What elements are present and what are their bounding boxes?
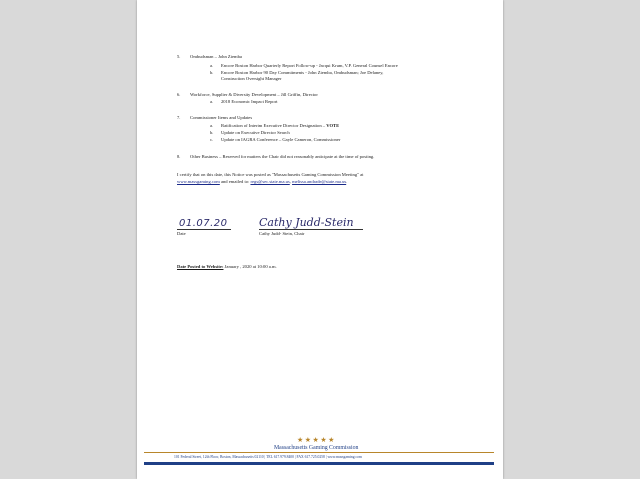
footer-navy-bar bbox=[144, 462, 494, 465]
item-5a-label: a. bbox=[210, 63, 214, 68]
handwritten-date: 01.07.20 bbox=[179, 218, 228, 229]
item-8-line bbox=[190, 154, 374, 160]
item-5b-label: b. bbox=[210, 70, 214, 75]
date-label: Date bbox=[177, 231, 186, 236]
item-5-number: 5. bbox=[177, 54, 181, 59]
item-6-title: Workforce, Supplier & Diversity Development – Jill Griffin, Director bbox=[190, 92, 318, 97]
item-5-title: Ombudsman – John Ziemba bbox=[190, 54, 242, 59]
date-signature-line bbox=[177, 229, 231, 230]
item-5b-text: Encore Boston Harbor 90 Day Commitments - John Ziemba, Ombudsman; Joe Delaney, bbox=[221, 70, 384, 75]
item-7a-text-line bbox=[221, 123, 339, 129]
item-6a-text: 2018 Economic Impact Report bbox=[221, 99, 278, 104]
chair-name-label: Cathy Judd- Stein, Chair bbox=[259, 231, 305, 236]
email-link-1[interactable]: regs@sec.state.ma.us bbox=[250, 179, 290, 184]
item-7c-label: c. bbox=[210, 137, 214, 142]
item-7a-label: a. bbox=[210, 123, 214, 128]
footer-gold-rule bbox=[144, 452, 494, 453]
certify-sep: , bbox=[289, 179, 293, 184]
item-7b-label: b. bbox=[210, 130, 214, 135]
item-7-number: 7. bbox=[177, 115, 181, 120]
chair-signature-line bbox=[259, 229, 363, 230]
item-7a-text: Ratification of Interim Executive Director Designation – bbox=[221, 123, 326, 128]
item-6-number: 6. bbox=[177, 92, 181, 97]
posted-value: January , 2020 at 10:00 a.m. bbox=[223, 264, 277, 269]
item-6a-label: a. bbox=[210, 99, 214, 104]
item-7c-text: Update on IAGRA Conference – Gayle Cameron, Commissioner bbox=[221, 137, 341, 142]
certify-line-2 bbox=[177, 179, 347, 185]
footer-stars-icon: ★★★★★ bbox=[297, 436, 336, 444]
item-5b-continuation: Construction Oversight Manager bbox=[221, 76, 282, 81]
posted-label: Date Posted to Website: bbox=[177, 264, 224, 269]
item-8-text: – Reserved for matters the Chair did not reasonably anticipate at the time of posting. bbox=[217, 154, 375, 159]
website-link[interactable]: www.massgaming.com bbox=[177, 179, 220, 184]
certify-mid: and emailed to: bbox=[219, 179, 251, 184]
handwritten-signature: Cathy Judd-Stein bbox=[259, 216, 354, 229]
item-7-title: Commissioner Items and Updates bbox=[190, 115, 253, 120]
document-page bbox=[137, 0, 503, 479]
item-8-title: Other Business bbox=[190, 154, 218, 159]
certify-line-1: I certify that on this date, this Notice was posted as "Massachusetts Gaming Commission Meeting" at bbox=[177, 172, 364, 177]
posted-line bbox=[177, 264, 277, 270]
footer-address: 101 Federal Street, 12th Floor, Boston, Massachusetts 02110 | TEL 617.979.8400 | FAX 617.725.0258 | www.massgaming.com bbox=[174, 455, 362, 459]
item-8-number: 8. bbox=[177, 154, 181, 159]
email-link-2[interactable]: melissa.andrade@state.ma.us bbox=[292, 179, 347, 184]
item-7b-text: Update on Executive Director Search bbox=[221, 130, 290, 135]
footer-commission-name: Massachusetts Gaming Commission bbox=[274, 445, 359, 451]
item-5a-text: Encore Boston Harbor Quarterly Report Follow-up - Jacqui Krum, V.P. General Counsel Encore bbox=[221, 63, 398, 68]
vote-badge: VOTE bbox=[326, 123, 340, 128]
certify-end: . bbox=[346, 179, 348, 184]
